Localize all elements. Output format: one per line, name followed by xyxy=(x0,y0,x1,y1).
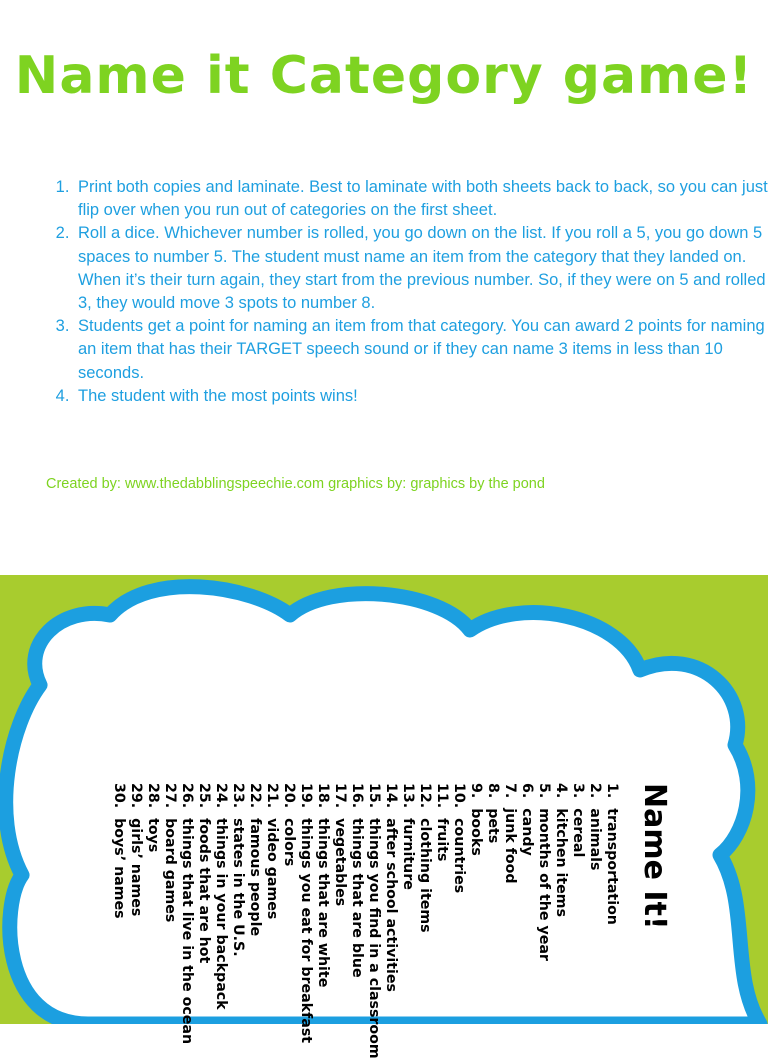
category-label: things in your backpack xyxy=(213,818,229,1010)
category-number: 21. xyxy=(264,783,280,809)
category-item xyxy=(144,783,161,1059)
category-number: 19. xyxy=(298,783,314,809)
category-number: 13. xyxy=(400,783,416,809)
category-number: 9. xyxy=(468,783,484,799)
category-label: girls’ names xyxy=(128,818,144,917)
category-label: things that are blue xyxy=(349,818,365,978)
category-label: states in the U.S. xyxy=(230,818,246,957)
instructions-list xyxy=(28,176,768,408)
category-number: 20. xyxy=(281,783,297,809)
category-number: 26. xyxy=(179,783,195,809)
game-board xyxy=(0,575,768,1059)
category-item xyxy=(501,783,518,1059)
category-item xyxy=(382,783,399,1059)
category-item xyxy=(280,783,297,1059)
category-label: things you find in a classroom xyxy=(366,818,382,1059)
category-number: 1. xyxy=(604,783,620,799)
category-label: famous people xyxy=(247,818,263,937)
category-number: 10. xyxy=(451,783,467,809)
category-item xyxy=(552,783,569,1059)
category-item xyxy=(433,783,450,1059)
category-label: board games xyxy=(162,818,178,923)
category-number: 12. xyxy=(417,783,433,809)
category-number: 18. xyxy=(315,783,331,809)
category-label: transportation xyxy=(604,808,620,925)
category-number: 22. xyxy=(247,783,263,809)
category-number: 5. xyxy=(536,783,552,799)
category-item xyxy=(331,783,348,1059)
category-label: foods that are hot xyxy=(196,818,212,964)
category-number: 17. xyxy=(332,783,348,809)
category-number: 25. xyxy=(196,783,212,809)
instruction-item: 1. Print both copies and laminate. Best to laminate with both sheets back to back, so you can just flip over when you run out of categories on the first sheet. xyxy=(74,176,768,222)
category-label: after school activities xyxy=(383,818,399,992)
instruction-item: 3. Students get a point for naming an item from that category. You can award 2 points for naming an item that has their TARGET speech sound or if they can name 3 items in less than 10 seconds. xyxy=(74,315,768,385)
credits-line: Created by: www.thedabblingspeechie.com graphics by: graphics by the pond xyxy=(46,476,545,492)
category-label: things that live in the ocean xyxy=(179,818,195,1045)
category-item xyxy=(110,783,127,1059)
category-number: 7. xyxy=(502,783,518,799)
category-number: 23. xyxy=(230,783,246,809)
category-label: books xyxy=(468,808,484,856)
instruction-item: 4. The student with the most points wins! xyxy=(74,385,768,408)
category-item xyxy=(484,783,501,1059)
category-number: 6. xyxy=(519,783,535,799)
category-item xyxy=(467,783,484,1059)
category-number: 30. xyxy=(111,783,127,809)
category-item xyxy=(297,783,314,1059)
category-label: toys xyxy=(145,818,161,853)
category-label: fruits xyxy=(434,818,450,862)
category-item xyxy=(178,783,195,1059)
category-label: pets xyxy=(485,808,501,844)
page-title: Name it Category game! xyxy=(14,46,754,106)
category-label: clothing items xyxy=(417,818,433,933)
category-label: animals xyxy=(587,808,603,871)
category-item xyxy=(348,783,365,1059)
category-item xyxy=(399,783,416,1059)
category-number: 28. xyxy=(145,783,161,809)
category-label: cereal xyxy=(570,808,586,858)
category-item xyxy=(246,783,263,1059)
category-label: colors xyxy=(281,818,297,867)
category-number: 2. xyxy=(587,783,603,799)
category-label: video games xyxy=(264,818,280,920)
category-item xyxy=(195,783,212,1059)
board-title: Name It! xyxy=(637,783,672,930)
category-label: things that are white xyxy=(315,818,331,988)
category-number: 4. xyxy=(553,783,569,799)
category-list xyxy=(110,783,620,1059)
category-item xyxy=(450,783,467,1059)
category-number: 29. xyxy=(128,783,144,809)
category-label: kitchen items xyxy=(553,808,569,918)
category-item xyxy=(127,783,144,1059)
category-item xyxy=(229,783,246,1059)
category-item xyxy=(212,783,229,1059)
category-item xyxy=(416,783,433,1059)
category-item xyxy=(161,783,178,1059)
category-number: 3. xyxy=(570,783,586,799)
category-number: 16. xyxy=(349,783,365,809)
category-label: boys’ names xyxy=(111,818,127,919)
category-label: furniture xyxy=(400,818,416,890)
category-number: 27. xyxy=(162,783,178,809)
category-item xyxy=(535,783,552,1059)
category-number: 15. xyxy=(366,783,382,809)
category-item xyxy=(569,783,586,1059)
category-item xyxy=(263,783,280,1059)
category-item xyxy=(603,783,620,1059)
category-label: junk food xyxy=(502,808,518,884)
category-item xyxy=(365,783,382,1059)
category-label: vegetables xyxy=(332,818,348,907)
category-panel xyxy=(0,575,768,1059)
category-item xyxy=(586,783,603,1059)
category-label: countries xyxy=(451,818,467,894)
category-number: 11. xyxy=(434,783,450,809)
category-item xyxy=(314,783,331,1059)
category-label: months of the year xyxy=(536,808,552,961)
category-label: things you eat for breakfast xyxy=(298,818,314,1044)
category-number: 24. xyxy=(213,783,229,809)
category-number: 14. xyxy=(383,783,399,809)
category-label: candy xyxy=(519,808,535,856)
category-item xyxy=(518,783,535,1059)
category-number: 8. xyxy=(485,783,501,799)
instruction-item: 2. Roll a dice. Whichever number is rolled, you go down on the list. If you roll a 5, you go down 5 spaces to number 5. The student must name an item from the category that they landed on. When it’s their turn again, they start from the previous number. So, if they were on 5 and rolled 3, they would move 3 spots to number 8. xyxy=(74,222,768,315)
